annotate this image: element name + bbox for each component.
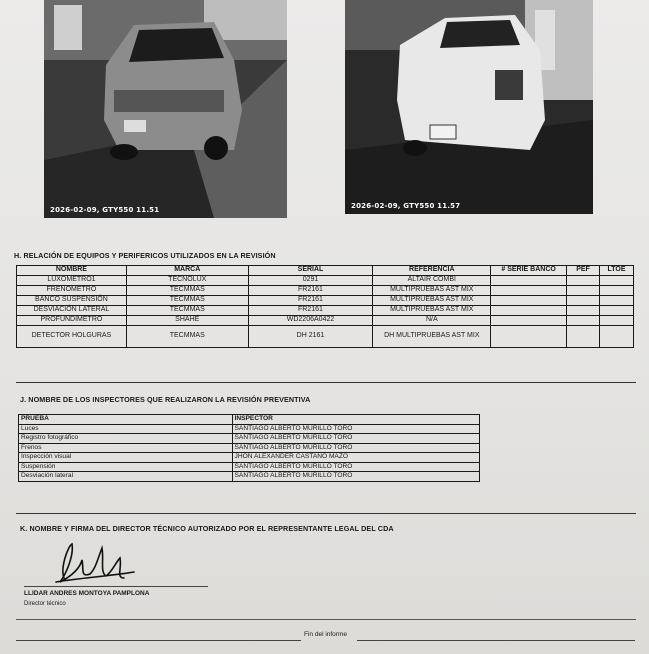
cell: TECMMAS xyxy=(126,325,248,347)
cell: SANTIAGO ALBERTO MURILLO TORO xyxy=(232,434,479,444)
table-row xyxy=(17,315,634,325)
cell xyxy=(600,325,634,347)
footer-line-right xyxy=(357,640,635,641)
col-header-ltoe: LTOE xyxy=(600,266,634,276)
cell: Inspección visual xyxy=(19,453,233,463)
cell: SANTIAGO ALBERTO MURILLO TORO xyxy=(232,472,479,482)
cell: TECMMAS xyxy=(126,305,248,315)
cell xyxy=(491,275,567,285)
section-j-title: J. NOMBRE DE LOS INSPECTORES QUE REALIZARON LA REVISIÓN PREVENTIVA xyxy=(20,395,311,404)
table-header-row xyxy=(19,415,480,425)
cell: SANTIAGO ALBERTO MURILLO TORO xyxy=(232,462,479,472)
table-row xyxy=(17,285,634,295)
cell xyxy=(600,285,634,295)
table-header-row xyxy=(17,266,634,276)
vehicle-photo-rear xyxy=(345,0,593,214)
cell: ALTAIR COMBI xyxy=(373,275,491,285)
cell xyxy=(491,315,567,325)
vehicle-photo-front xyxy=(44,0,287,218)
section-k-title: K. NOMBRE Y FIRMA DEL DIRECTOR TÉCNICO AUTORIZADO POR EL REPRESENTANTE LEGAL DEL CDA xyxy=(20,524,394,533)
col-header-inspector: INSPECTOR xyxy=(232,415,479,425)
table-row xyxy=(19,443,480,453)
photo-timestamp: 2026-02-09, GTY550 11.51 xyxy=(50,206,160,214)
cell xyxy=(491,305,567,315)
cell xyxy=(491,285,567,295)
cell: JHON ALEXANDER CASTAÑO MAZO xyxy=(232,453,479,463)
cell xyxy=(600,275,634,285)
cell: TECMMAS xyxy=(126,295,248,305)
cell: MULTIPRUEBAS AST MIX xyxy=(373,285,491,295)
cell: N/A xyxy=(373,315,491,325)
cell: DH 2161 xyxy=(248,325,373,347)
cell: DETECTOR HOLGURAS xyxy=(17,325,127,347)
col-header-serial: SERIAL xyxy=(248,266,373,276)
col-header-serie-banco: # SERIE BANCO xyxy=(491,266,567,276)
table-row xyxy=(19,424,480,434)
col-header-nombre: NOMBRE xyxy=(17,266,127,276)
table-row xyxy=(17,325,634,347)
cell xyxy=(567,325,600,347)
cell xyxy=(600,295,634,305)
cell: LUXOMETRO1 xyxy=(17,275,127,285)
table-row xyxy=(17,295,634,305)
cell: 0291 xyxy=(248,275,373,285)
equipment-table xyxy=(16,265,634,348)
cell: TECMMAS xyxy=(126,285,248,295)
cell xyxy=(567,285,600,295)
cell xyxy=(600,315,634,325)
col-header-pef: PEF xyxy=(567,266,600,276)
cell: Desviación lateral xyxy=(19,472,233,482)
cell: MULTIPRUEBAS AST MIX xyxy=(373,305,491,315)
cell xyxy=(491,325,567,347)
cell xyxy=(567,305,600,315)
cell: DH MULTIPRUEBAS AST MIX xyxy=(373,325,491,347)
photo-timestamp: 2026-02-09, GTY550 11.57 xyxy=(351,202,461,210)
table-row xyxy=(19,453,480,463)
director-signature xyxy=(50,538,140,588)
table-row xyxy=(19,462,480,472)
director-name: LLIDAR ANDRES MONTOYA PAMPLONA xyxy=(24,590,150,597)
cell: WD2206A0422 xyxy=(248,315,373,325)
divider xyxy=(16,619,636,620)
cell: FR2161 xyxy=(248,285,373,295)
table-row xyxy=(17,275,634,285)
cell: Frenos xyxy=(19,443,233,453)
cell: SHAHE xyxy=(126,315,248,325)
cell: Luces xyxy=(19,424,233,434)
cell: TECNOLUX xyxy=(126,275,248,285)
cell: PROFUNDIMETRO xyxy=(17,315,127,325)
cell: FR2161 xyxy=(248,305,373,315)
col-header-referencia: REFERENCIA xyxy=(373,266,491,276)
cell: Suspensión xyxy=(19,462,233,472)
cell xyxy=(567,315,600,325)
end-of-report-label: Fin del informe xyxy=(304,631,347,638)
cell xyxy=(567,275,600,285)
divider xyxy=(16,382,636,383)
cell: SANTIAGO ALBERTO MURILLO TORO xyxy=(232,443,479,453)
divider xyxy=(16,513,636,514)
cell: DESVIACIÓN LATERAL xyxy=(17,305,127,315)
cell: FR2161 xyxy=(248,295,373,305)
table-row xyxy=(19,434,480,444)
cell: FRENOMETRO xyxy=(17,285,127,295)
vehicle-front-image xyxy=(44,0,287,218)
section-h-title: H. RELACIÓN DE EQUIPOS Y PERIFERICOS UTILIZADOS EN LA REVISIÓN xyxy=(14,251,276,260)
cell xyxy=(491,295,567,305)
table-row xyxy=(19,472,480,482)
director-role: Director técnico xyxy=(24,601,66,607)
col-header-prueba: PRUEBA xyxy=(19,415,233,425)
cell: BANCO SUSPENSIÓN xyxy=(17,295,127,305)
inspectors-table xyxy=(18,414,480,482)
cell: MULTIPRUEBAS AST MIX xyxy=(373,295,491,305)
vehicle-rear-image xyxy=(345,0,593,214)
cell xyxy=(600,305,634,315)
table-row xyxy=(17,305,634,315)
footer-line-left xyxy=(16,640,301,641)
cell xyxy=(567,295,600,305)
cell: Registro fotográfico xyxy=(19,434,233,444)
col-header-marca: MARCA xyxy=(126,266,248,276)
signature-line xyxy=(24,586,208,587)
cell: SANTIAGO ALBERTO MURILLO TORO xyxy=(232,424,479,434)
